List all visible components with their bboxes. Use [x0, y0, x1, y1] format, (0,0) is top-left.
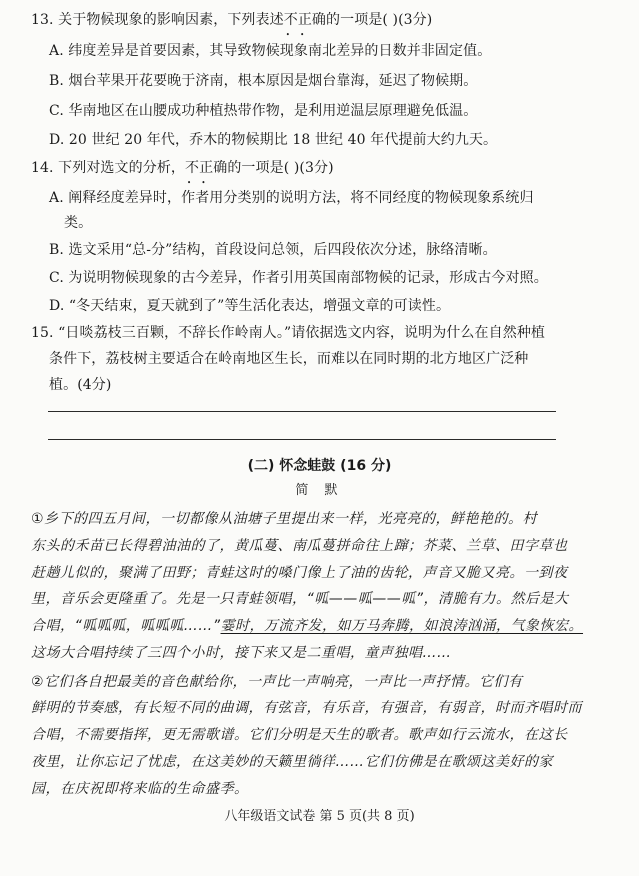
q13-option-a: A. 纬度差异是首要因素，其导致物候现象南北差异的日数并非固定值。 [49, 43, 492, 59]
para2-line4: 夜里，让你忘记了忧虑，在这美妙的天籁里徜徉……它们仿佛是在歌颂这美好的家 [31, 754, 553, 770]
q14-option-d: D. “冬天结束，夏天就到了”等生活化表达，增强文章的可读性。 [49, 298, 451, 314]
para1-line2: 东头的禾苗已长得碧油油的了，黄瓜蔓、南瓜蔓拼命往上蹿；芥菜、兰草、田字草也 [31, 538, 568, 554]
article-author: 简 默 [295, 483, 344, 498]
para2-line2: 鲜明的节奏感，有长短不同的曲调，有弦音，有乐音，有强音，有弱音，时而齐唱时而 [31, 700, 582, 716]
page-footer: 八年级语文试卷 第 5 页(共 8 页) [224, 809, 415, 824]
para1-line6: 这场大合唱持续了三四个小时，接下来又是二重唱，童声独唱…… [31, 645, 452, 661]
para1-line5-text: 合唱，“呱呱呱，呱呱呱……” [31, 618, 221, 634]
q15-stem-line3: 植。(4分) [49, 377, 112, 393]
q14-option-b: B. 选文采用“总-分”结构，首段设问总领，后四段依次分述，脉络清晰。 [49, 242, 497, 258]
para1-underlined-sentence: 霎时，万流齐发，如万马奔腾，如浪涛汹涌，气象恢宏。 [220, 618, 584, 634]
para1-line1: ①乡下的四五月间，一切都像从油塘子里提出来一样，光亮亮的，鲜艳艳的。村 [31, 511, 538, 527]
para1-line5 [31, 616, 583, 636]
q13-stem-a: 13. 关于物候现象的影响因素，下列表述 [31, 12, 284, 28]
q14-option-a-line1: A. 阐释经度差异时，作者用分类别的说明方法，将不同经度的物候现象系统归 [49, 190, 534, 206]
q13-stem [31, 10, 432, 30]
q15-stem-line2: 条件下，荔枝树主要适合在岭南地区生长，而难以在同时期的北方地区广泛种 [49, 351, 529, 367]
q14-option-c: C. 为说明物候现象的古今差异，作者引用英国南部物候的记录，形成古今对照。 [49, 270, 548, 286]
q13-stem-b: 的一项是( )(3分) [326, 12, 433, 28]
answer-line-1[interactable] [48, 411, 556, 412]
para1-line4: 里，音乐会更隆重了。先是一只青蛙领唱，“呱——呱——呱”，清脆有力。然后是大 [31, 591, 569, 607]
q13-option-c: C. 华南地区在山腰成功种植热带作物，是利用逆温层原理避免低温。 [49, 103, 478, 119]
q13-option-d: D. 20 世纪 20 年代，乔木的物候期比 18 世纪 40 年代提前大约九天。 [49, 132, 498, 148]
para2-line1: ②它们各自把最美的音色献给你，一声比一声响亮，一声比一声抒情。它们有 [31, 674, 523, 690]
q14-option-a-line2: 类。 [64, 215, 93, 231]
q15-stem-line1: 15. “日啖荔枝三百颗，不辞长作岭南人。”请依据选文内容，说明为什么在自然种植 [31, 325, 546, 341]
q14-stem-a: 14. 下列对选文的分析， [31, 160, 186, 176]
q14-stem-b: 的一项是( )(3分) [227, 160, 334, 176]
para1-line3: 赶趟儿似的，聚满了田野；青蛙这时的嗓门像上了油的齿轮，声音又脆又亮。一到夜 [31, 565, 568, 581]
section-title: (二) 怀念蛙鼓 (16 分) [247, 458, 392, 474]
para2-line3: 合唱，不需要指挥，更无需歌谱。它们分明是天生的歌者。歌声如行云流水，在这长 [31, 727, 568, 743]
q14-emphasis: 不正确 • • [185, 158, 227, 178]
para2-line5: 园，在庆祝即将来临的生命盛季。 [31, 781, 249, 797]
q14-stem [31, 158, 334, 178]
q13-emphasis: 不正确 • • [284, 10, 326, 30]
q13-option-b: B. 烟台苹果开花要晚于济南，根本原因是烟台靠海，延迟了物候期。 [49, 73, 478, 89]
answer-line-2[interactable] [48, 439, 556, 440]
